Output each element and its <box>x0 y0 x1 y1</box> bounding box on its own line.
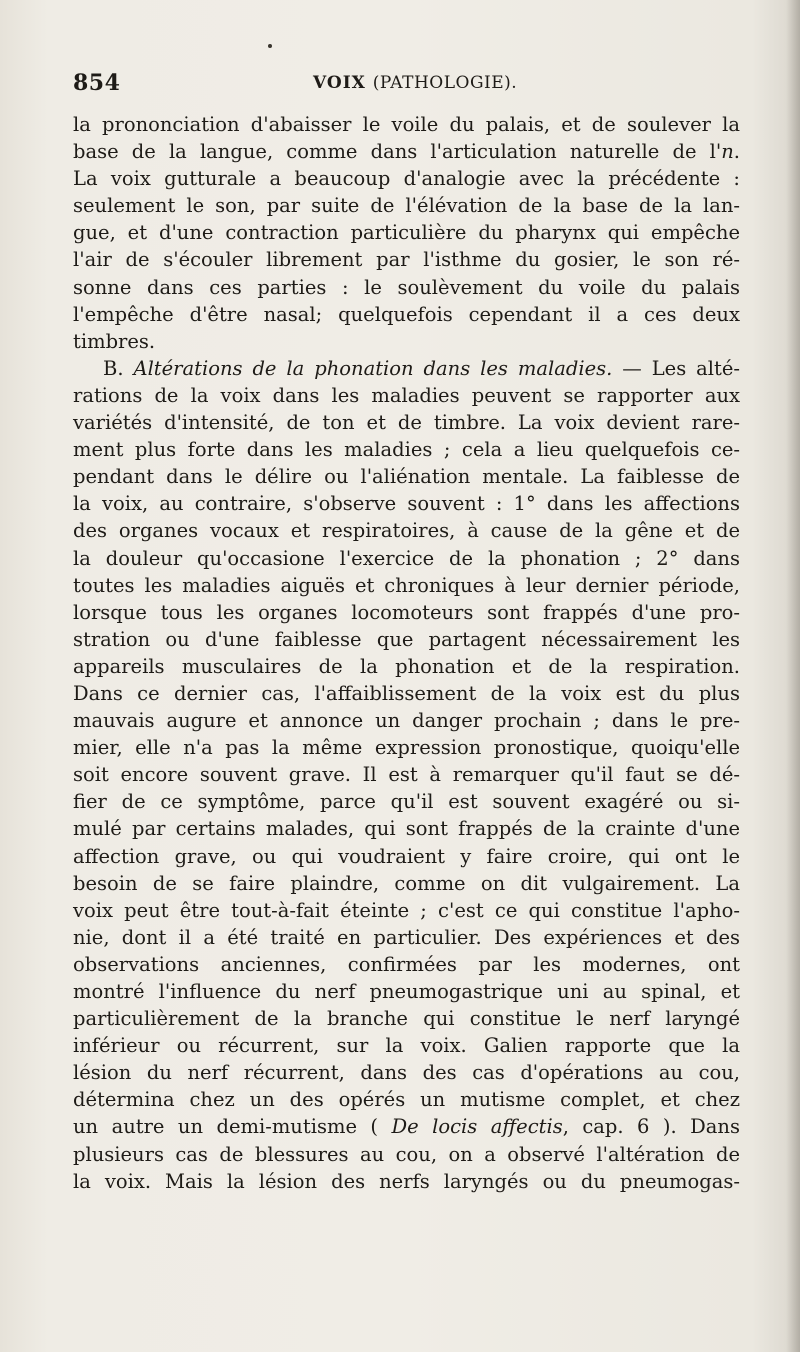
body-text <box>73 111 740 1195</box>
text-line-fragment: , cap. 6 ). Dans <box>562 1115 741 1139</box>
citation-title: De locis affectis <box>391 1115 563 1139</box>
text-line: pendant dans le délire ou l'aliénation mentale. La faiblesse de <box>73 465 740 489</box>
text-line: particulièrement de la branche qui constitue le nerf laryngé <box>73 1007 740 1031</box>
text-line: mier, elle n'a pas la même expression pronostique, quoiqu'elle <box>73 736 740 760</box>
text-line: nie, dont il a été traité en particulier. Des expériences et des <box>73 925 740 949</box>
text-line: plusieurs cas de blessures au cou, on a observé l'altération de <box>73 1142 740 1166</box>
text-line: La voix gutturale a beaucoup d'analogie avec la précédente : <box>73 167 740 191</box>
running-head-title <box>313 73 517 93</box>
text-line: Dans ce dernier cas, l'affaiblissement de la voix est du plus <box>73 681 740 705</box>
text-line: observations anciennes, confirmées par les modernes, ont <box>73 952 740 976</box>
text-line: soit encore souvent grave. Il est à remarquer qu'il faut se dé- <box>73 763 740 787</box>
text-line-fragment: — Les alté- <box>612 356 740 380</box>
text-line: stration ou d'une faiblesse que partagent nécessairement les <box>73 627 740 651</box>
text-line: fier de ce symptôme, parce qu'il est souvent exagéré ou si- <box>73 790 740 814</box>
text-line: la prononciation d'abaisser le voile du palais, et de soulever la <box>73 113 740 136</box>
page-number: 854 <box>73 70 121 96</box>
text-line: des organes vocaux et respiratoires, à cause de la gêne et de <box>73 519 740 543</box>
text-line: lorsque tous les organes locomoteurs sont frappés d'une pro- <box>73 600 740 624</box>
text-line: sonne dans ces parties : le soulèvement du voile du palais <box>73 275 740 299</box>
text-line: mulé par certains malades, qui sont frappés de la crainte d'une <box>73 817 740 841</box>
text-line: affection grave, ou qui voudraient y faire croire, qui ont le <box>73 844 740 868</box>
running-head-main: VOIX <box>313 73 366 93</box>
text-line: besoin de se faire plaindre, comme on dit vulgairement. La <box>73 871 740 895</box>
citation-line <box>73 1113 740 1140</box>
page-edge-shadow <box>786 0 800 1352</box>
text-line <box>73 138 740 165</box>
text-line: montré l'influence du nerf pneumogastrique uni au spinal, et <box>73 980 740 1003</box>
text-line: toutes les maladies aiguës et chroniques à leur dernier période, <box>73 573 740 597</box>
text-line: gue, et d'une contraction particulière du pharynx qui empêche <box>73 221 740 245</box>
text-line: variétés d'intensité, de ton et de timbre. La voix devient rare- <box>73 411 740 435</box>
text-line: l'air de s'écouler librement par l'isthme du gosier, le son ré- <box>73 248 740 272</box>
ink-speck <box>268 44 272 48</box>
text-line: seulement le son, par suite de l'élévation de la base de la lan- <box>73 194 740 218</box>
text-line: la douleur qu'occasione l'exercice de la phonation ; 2° dans <box>73 546 740 570</box>
text-line: l'empêche d'être nasal; quelquefois cependant il a ces deux <box>73 302 740 326</box>
text-line: timbres. <box>73 329 156 353</box>
section-heading: Altérations de la phonation dans les maladies. <box>133 356 613 380</box>
section-letter: B. <box>103 356 134 380</box>
text-line: appareils musculaires de la phonation et de la respiration. <box>73 654 740 678</box>
text-line-fragment: base de la langue, comme dans l'articulation naturelle de l' <box>73 140 722 164</box>
running-head <box>73 70 740 110</box>
running-head-subtitle: (PATHOLOGIE). <box>372 73 518 93</box>
text-line: la voix. Mais la lésion des nerfs laryngés ou du pneumogas- <box>73 1169 740 1193</box>
italic-letter: n <box>721 140 734 164</box>
text-line-fragment: . <box>733 140 740 164</box>
text-line: voix peut être tout-à-fait éteinte ; c'est ce qui constitue l'apho- <box>73 898 740 922</box>
text-line: mauvais augure et annonce un danger prochain ; dans le pre- <box>73 709 740 733</box>
text-line: la voix, au contraire, s'observe souvent : 1° dans les affections <box>73 492 740 516</box>
text-line: détermina chez un des opérés un mutisme complet, et chez <box>73 1088 740 1112</box>
text-line-fragment: un autre un demi-mutisme ( <box>73 1115 392 1139</box>
section-heading-line <box>73 355 740 382</box>
text-line: inférieur ou récurrent, sur la voix. Galien rapporte que la <box>73 1034 740 1058</box>
text-line: ment plus forte dans les maladies ; cela a lieu quelquefois ce- <box>73 438 740 462</box>
text-line: lésion du nerf récurrent, dans des cas d'opérations au cou, <box>73 1061 740 1085</box>
text-line: rations de la voix dans les maladies peuvent se rapporter aux <box>73 383 740 407</box>
